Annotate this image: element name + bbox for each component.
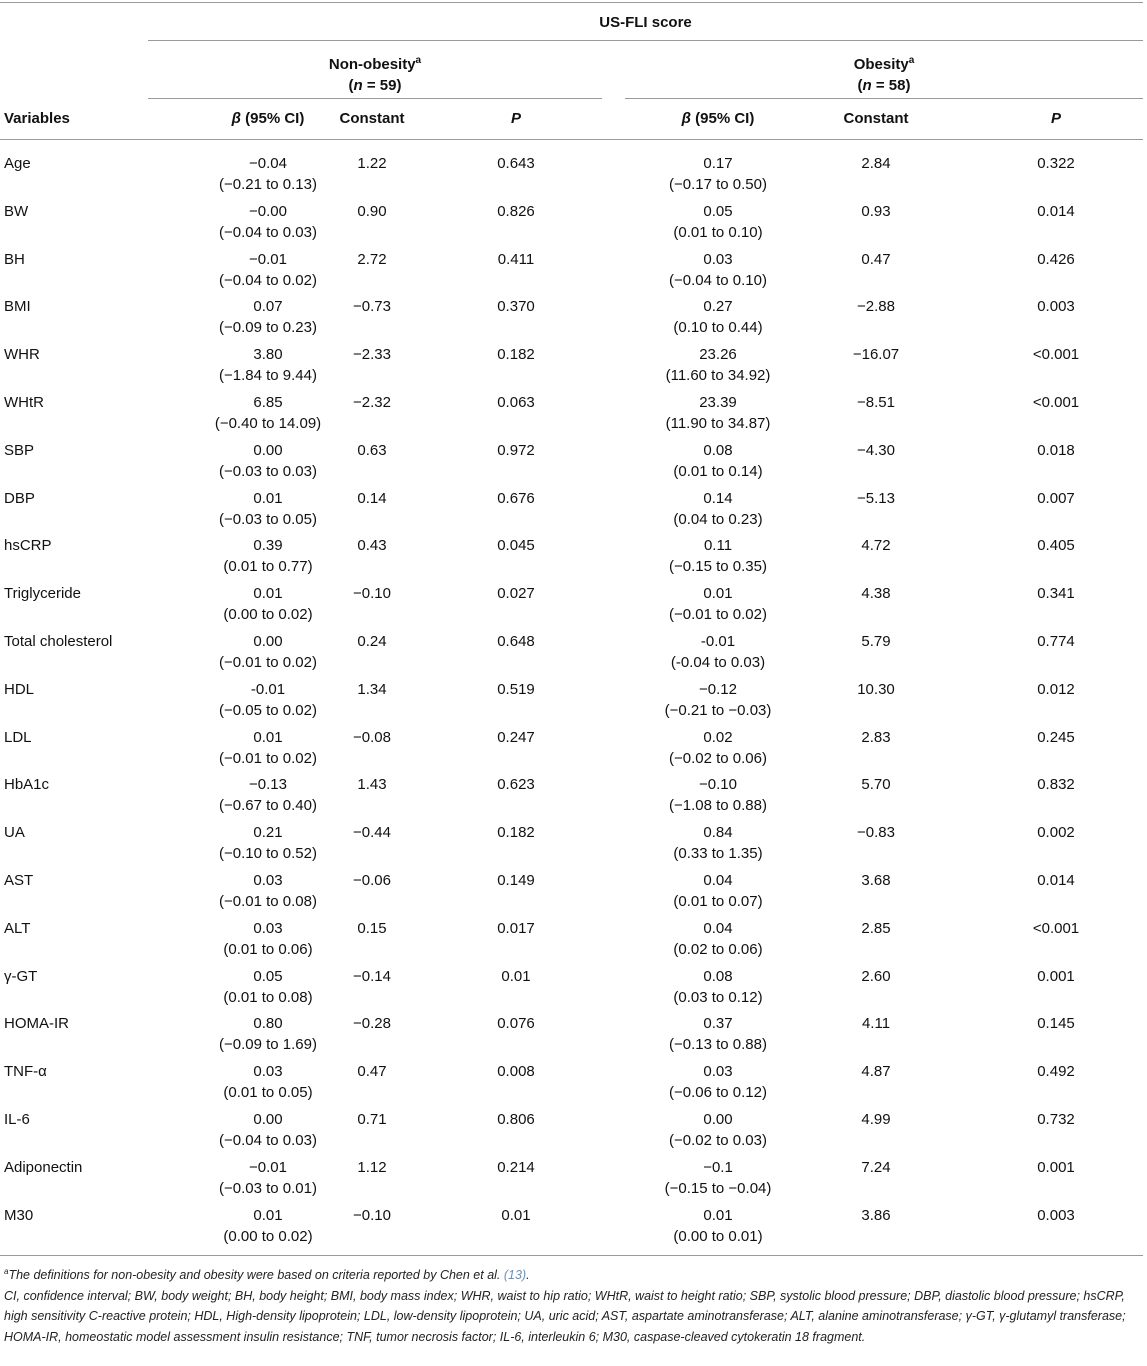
variable-name: Age xyxy=(4,155,31,172)
variable-name: M30 xyxy=(4,1206,34,1224)
beta-ci-label: (95% CI) xyxy=(690,110,755,127)
constant-obesity: 4.72 xyxy=(861,537,891,555)
constant-non-obesity: −0.28 xyxy=(353,1015,391,1033)
constant-non-obesity: 0.24 xyxy=(357,633,387,650)
ci-value: (-0.04 to 0.03) xyxy=(670,654,766,671)
beta-value: 0.27 xyxy=(703,298,733,316)
table-row xyxy=(0,1205,1147,1253)
footnote-abbreviations: CI, confidence interval; BW, body weight; BH, body height; BMI, body mass index; WHR, waist to hip ratio; WHtR, waist to height ratio; SBP, systolic blood pressure; DBP, diastolic blood pressure; hsCRP, high sensitivity C-reactive protein; HDL, High-density lipoprotein; LDL, low-density lipoprotein; UA, uric acid; AST, aspartate aminotransferase; ALT, alanine aminotransferase; γ-GT, γ-glutamyl transferase; HOMA-IR, homeostatic model assessment insulin resistance; TNF, tumor necrosis factor; IL-6, interleukin 6; M30, caspase-cleaved cytokeratin 18 fragment. xyxy=(4,1288,1126,1344)
variable-name: WHR xyxy=(4,346,40,364)
p-value-obesity: 0.001 xyxy=(1037,967,1075,985)
n-value: = 59) xyxy=(362,77,402,94)
ci-value: (−0.67 to 0.40) xyxy=(219,797,317,815)
constant-obesity: 4.38 xyxy=(861,585,891,603)
beta-symbol: β xyxy=(681,110,691,127)
variable-name: ALT xyxy=(4,919,31,937)
p-value-non-obesity: 0.01 xyxy=(501,967,531,985)
ci-value: (0.10 to 0.44) xyxy=(673,319,763,337)
footnote-a xyxy=(4,1262,1144,1286)
beta-value: 0.04 xyxy=(703,872,733,889)
p-value-obesity: <0.001 xyxy=(1032,346,1080,364)
reference-link[interactable]: (13) xyxy=(503,1268,527,1283)
ci-value: (−0.21 to 0.13) xyxy=(219,176,317,193)
beta-value: 0.01 xyxy=(703,1206,733,1224)
ci-value: (0.04 to 0.23) xyxy=(673,510,763,528)
constant-obesity: 2.83 xyxy=(861,728,891,746)
table-row xyxy=(0,1061,1147,1109)
beta-value: −0.1 xyxy=(703,1158,733,1176)
p-value-non-obesity: 0.027 xyxy=(497,585,535,603)
ci-value: (−0.02 to 0.03) xyxy=(669,1132,767,1149)
constant-non-obesity: −0.73 xyxy=(353,298,391,316)
constant-obesity: 3.86 xyxy=(861,1206,891,1224)
variable-name: BW xyxy=(4,202,29,220)
beta-value: −0.04 xyxy=(249,155,287,172)
constant-obesity: 5.70 xyxy=(861,776,891,794)
ci-value: (−0.01 to 0.08) xyxy=(219,893,317,910)
col-header-constant-2: Constant xyxy=(843,110,909,127)
p-value-obesity: 0.832 xyxy=(1037,776,1075,794)
col-header-variables: Variables xyxy=(4,110,70,127)
ci-value: (−0.01 to 0.02) xyxy=(219,654,317,671)
beta-value: −0.10 xyxy=(699,776,737,794)
group-label: Non-obesity xyxy=(328,56,416,73)
beta-value: -0.01 xyxy=(250,680,286,698)
table-row xyxy=(0,870,1147,918)
col-header-beta-2 xyxy=(638,108,798,129)
ci-value: (−0.09 to 1.69) xyxy=(219,1036,317,1054)
ci-value: (0.02 to 0.06) xyxy=(673,940,763,958)
p-value-obesity: <0.001 xyxy=(1032,394,1080,411)
beta-value: −0.01 xyxy=(249,250,287,268)
p-value-non-obesity: 0.648 xyxy=(497,633,535,650)
ci-value: (0.00 to 0.01) xyxy=(673,1227,763,1245)
constant-non-obesity: 0.63 xyxy=(357,441,387,459)
beta-value: 3.80 xyxy=(253,346,283,364)
constant-non-obesity: −0.08 xyxy=(353,728,391,746)
beta-value: 6.85 xyxy=(253,394,283,411)
p-value-obesity: 0.492 xyxy=(1037,1063,1075,1081)
ci-value: (−0.02 to 0.06) xyxy=(669,749,767,767)
group-rule-non-obesity xyxy=(148,98,602,99)
header-bottom-rule xyxy=(0,139,1143,140)
constant-non-obesity: 1.43 xyxy=(357,776,387,794)
p-value-non-obesity: 0.149 xyxy=(497,872,535,889)
beta-value: 0.80 xyxy=(253,1015,283,1033)
p-value-non-obesity: 0.972 xyxy=(497,441,535,459)
p-value-obesity: <0.001 xyxy=(1032,919,1080,937)
variable-name: WHtR xyxy=(4,394,44,411)
table-row xyxy=(0,727,1147,775)
ci-value: (−0.04 to 0.03) xyxy=(219,1132,317,1149)
p-value-non-obesity: 0.519 xyxy=(497,680,535,698)
ci-value: (0.33 to 1.35) xyxy=(673,845,763,863)
p-value-non-obesity: 0.182 xyxy=(497,824,535,842)
constant-non-obesity: 0.14 xyxy=(357,489,387,507)
table-row xyxy=(0,488,1147,536)
constant-obesity: 0.93 xyxy=(861,202,891,220)
ci-value: (−0.04 to 0.03) xyxy=(219,223,317,241)
ci-value: (−0.05 to 0.02) xyxy=(219,701,317,719)
variable-name: SBP xyxy=(4,441,35,459)
beta-value: 0.08 xyxy=(703,441,733,459)
beta-value: 0.08 xyxy=(703,967,733,985)
p-value-non-obesity: 0.826 xyxy=(497,202,535,220)
p-value-obesity: 0.003 xyxy=(1037,1206,1075,1224)
constant-non-obesity: −2.33 xyxy=(353,346,391,364)
constant-obesity: 7.24 xyxy=(861,1158,891,1176)
p-value-obesity: 0.341 xyxy=(1037,585,1075,603)
table-row xyxy=(0,153,1147,201)
ci-value: (0.01 to 0.05) xyxy=(223,1084,313,1102)
variable-name: UA xyxy=(4,824,25,842)
constant-obesity: 5.79 xyxy=(861,633,891,650)
ci-value: (−0.15 to −0.04) xyxy=(664,1179,772,1197)
variable-name: AST xyxy=(4,872,34,889)
variable-name: hsCRP xyxy=(4,537,52,555)
constant-non-obesity: 0.71 xyxy=(357,1111,387,1128)
ci-value: (0.01 to 0.06) xyxy=(223,940,313,958)
table-row xyxy=(0,1109,1147,1157)
p-value-obesity: 0.426 xyxy=(1037,250,1075,268)
p-value-non-obesity: 0.806 xyxy=(497,1111,535,1128)
p-value-obesity: 0.018 xyxy=(1037,441,1075,459)
p-value-obesity: 0.732 xyxy=(1037,1111,1075,1128)
constant-non-obesity: −2.32 xyxy=(353,394,391,411)
table-row xyxy=(0,774,1147,822)
footnote-a-end: . xyxy=(526,1268,530,1283)
ci-value: (−0.15 to 0.35) xyxy=(669,558,767,576)
constant-obesity: 4.99 xyxy=(861,1111,891,1128)
constant-non-obesity: 2.72 xyxy=(357,250,387,268)
beta-value: 0.01 xyxy=(253,489,283,507)
constant-non-obesity: −0.14 xyxy=(353,967,391,985)
constant-obesity: −2.88 xyxy=(857,298,895,316)
constant-non-obesity: 0.47 xyxy=(357,1063,387,1081)
p-value-obesity: 0.014 xyxy=(1037,202,1075,220)
beta-value: −0.00 xyxy=(249,202,287,220)
table-row xyxy=(0,249,1147,297)
ci-value: (0.00 to 0.02) xyxy=(223,1227,313,1245)
p-value-non-obesity: 0.045 xyxy=(497,537,535,555)
constant-non-obesity: −0.10 xyxy=(353,1206,391,1224)
p-value-obesity: 0.145 xyxy=(1037,1015,1075,1033)
variable-name: BH xyxy=(4,250,25,268)
beta-value: 0.00 xyxy=(253,1111,283,1128)
beta-value: 0.03 xyxy=(253,872,283,889)
group-label: Obesity xyxy=(853,56,909,73)
footnote-marker: a xyxy=(4,1267,9,1276)
col-header-p-1: P xyxy=(510,110,521,127)
beta-ci-label: (95% CI) xyxy=(240,110,305,127)
beta-value: 0.03 xyxy=(253,919,283,937)
p-value-non-obesity: 0.370 xyxy=(497,298,535,316)
p-value-non-obesity: 0.411 xyxy=(497,250,535,268)
p-value-obesity: 0.322 xyxy=(1037,155,1075,172)
p-value-non-obesity: 0.182 xyxy=(497,346,535,364)
ci-value: (−0.40 to 14.09) xyxy=(214,415,322,432)
n-label: n xyxy=(862,77,872,94)
ci-value: (−0.04 to 0.02) xyxy=(219,271,317,289)
p-value-non-obesity: 0.247 xyxy=(497,728,535,746)
table-row xyxy=(0,440,1147,488)
constant-non-obesity: 1.34 xyxy=(357,680,387,698)
ci-value: (0.01 to 0.08) xyxy=(223,988,313,1006)
constant-obesity: −8.51 xyxy=(857,394,895,411)
constant-obesity: 2.60 xyxy=(861,967,891,985)
ci-value: (−1.84 to 9.44) xyxy=(219,367,317,385)
beta-value: 0.01 xyxy=(253,1206,283,1224)
beta-value: 0.17 xyxy=(703,155,733,172)
p-value-obesity: 0.007 xyxy=(1037,489,1075,507)
p-value-non-obesity: 0.076 xyxy=(497,1015,535,1033)
table-row xyxy=(0,392,1147,440)
variable-name: TNF-α xyxy=(4,1063,47,1081)
ci-value: (−0.03 to 0.05) xyxy=(219,510,317,528)
p-value-obesity: 0.001 xyxy=(1037,1158,1075,1176)
n-value: = 58) xyxy=(871,77,911,94)
p-value-non-obesity: 0.643 xyxy=(497,155,535,172)
p-value-non-obesity: 0.063 xyxy=(497,394,535,411)
constant-obesity: 4.87 xyxy=(861,1063,891,1081)
beta-value: 0.01 xyxy=(253,585,283,603)
variable-name: BMI xyxy=(4,298,31,316)
beta-symbol: β xyxy=(231,110,241,127)
constant-obesity: −4.30 xyxy=(857,441,895,459)
table-row xyxy=(0,1157,1147,1205)
variable-name: Total cholesterol xyxy=(4,633,113,650)
group-header-non-obesity: Non-obesity$^a$ (n = 59) xyxy=(328,55,422,94)
table-row xyxy=(0,583,1147,631)
beta-value: 0.00 xyxy=(703,1111,733,1128)
beta-value: 0.14 xyxy=(703,489,733,507)
ci-value: (−0.10 to 0.52) xyxy=(219,845,317,863)
constant-non-obesity: 0.15 xyxy=(357,919,387,937)
ci-value: (−0.21 to −0.03) xyxy=(664,701,772,719)
beta-value: 0.05 xyxy=(703,202,733,220)
variable-name: Adiponectin xyxy=(4,1158,83,1176)
p-value-non-obesity: 0.623 xyxy=(497,776,535,794)
ci-value: (−0.03 to 0.01) xyxy=(219,1179,317,1197)
beta-value: 0.02 xyxy=(703,728,733,746)
constant-obesity: −0.83 xyxy=(857,824,895,842)
beta-value: 0.11 xyxy=(703,537,733,555)
ci-value: (−0.04 to 0.10) xyxy=(669,271,767,289)
ci-value: (−0.01 to 0.02) xyxy=(219,749,317,767)
col-header-p-2: P xyxy=(1050,110,1061,127)
variable-name: HDL xyxy=(4,680,35,698)
ci-value: (−0.06 to 0.12) xyxy=(669,1084,767,1102)
p-value-obesity: 0.003 xyxy=(1037,298,1075,316)
ci-value: (0.01 to 0.14) xyxy=(673,462,763,480)
p-value-obesity: 0.245 xyxy=(1037,728,1075,746)
p-value-non-obesity: 0.01 xyxy=(501,1206,531,1224)
constant-obesity: 2.84 xyxy=(861,155,891,172)
spanning-header-rule xyxy=(148,40,1143,41)
table-row xyxy=(0,296,1147,344)
beta-value: −0.12 xyxy=(699,680,737,698)
ci-value: (−0.03 to 0.03) xyxy=(219,462,317,480)
constant-obesity: 10.30 xyxy=(857,680,895,698)
ci-value: (−0.01 to 0.02) xyxy=(669,606,767,624)
constant-non-obesity: 0.90 xyxy=(357,202,387,220)
beta-value: 0.03 xyxy=(703,250,733,268)
table-row xyxy=(0,966,1147,1014)
constant-obesity: 4.11 xyxy=(861,1015,891,1033)
beta-value: −0.13 xyxy=(249,776,287,794)
variable-name: DBP xyxy=(4,489,35,507)
p-value-obesity: 0.774 xyxy=(1037,633,1075,650)
constant-non-obesity: −0.06 xyxy=(353,872,391,889)
ci-value: (0.01 to 0.77) xyxy=(223,558,313,576)
table-row xyxy=(0,679,1147,727)
p-value-non-obesity: 0.214 xyxy=(497,1158,535,1176)
p-value-non-obesity: 0.676 xyxy=(497,489,535,507)
footnote-marker: a xyxy=(908,55,915,66)
beta-value: 0.21 xyxy=(253,824,283,842)
p-value-obesity: 0.012 xyxy=(1037,680,1075,698)
variable-name: Triglyceride xyxy=(4,585,81,603)
spanning-header: US-FLI score xyxy=(599,14,692,31)
beta-value: 0.04 xyxy=(703,919,733,937)
ci-value: (−0.13 to 0.88) xyxy=(669,1036,767,1054)
constant-non-obesity: −0.44 xyxy=(353,824,391,842)
p-value-non-obesity: 0.017 xyxy=(497,919,535,937)
ci-value: (0.01 to 0.07) xyxy=(673,893,763,910)
constant-obesity: −16.07 xyxy=(852,346,900,364)
ci-value: (0.00 to 0.02) xyxy=(223,606,313,624)
table-row xyxy=(0,344,1147,392)
beta-value: −0.01 xyxy=(249,1158,287,1176)
beta-value: 23.26 xyxy=(699,346,737,364)
beta-value: 0.03 xyxy=(253,1063,283,1081)
constant-non-obesity: −0.10 xyxy=(353,585,391,603)
ci-value: (0.01 to 0.10) xyxy=(673,223,763,241)
beta-value: 0.39 xyxy=(253,537,283,555)
constant-obesity: −5.13 xyxy=(857,489,895,507)
ci-value: (11.90 to 34.87) xyxy=(665,415,771,432)
table-bottom-rule xyxy=(0,1255,1143,1256)
constant-obesity: 0.47 xyxy=(861,250,891,268)
ci-value: (−0.17 to 0.50) xyxy=(669,176,767,193)
constant-obesity: 2.85 xyxy=(861,919,891,937)
beta-value: 0.37 xyxy=(703,1015,733,1033)
col-header-constant-1: Constant xyxy=(339,110,405,127)
table-row xyxy=(0,201,1147,249)
ci-value: (0.03 to 0.12) xyxy=(673,988,763,1006)
group-rule-obesity xyxy=(625,98,1143,99)
beta-value: 0.01 xyxy=(703,585,733,603)
ci-value: (−0.09 to 0.23) xyxy=(219,319,317,337)
table-row xyxy=(0,1013,1147,1061)
beta-value: 0.00 xyxy=(253,633,283,650)
p-value-obesity: 0.002 xyxy=(1037,824,1075,842)
variable-name: γ-GT xyxy=(4,967,38,985)
beta-value: 0.03 xyxy=(703,1063,733,1081)
beta-value: 0.00 xyxy=(253,441,283,459)
constant-non-obesity: 1.22 xyxy=(357,155,387,172)
table-row xyxy=(0,535,1147,583)
constant-non-obesity: 0.43 xyxy=(357,537,387,555)
footnote-marker: a xyxy=(415,55,422,66)
beta-value: 0.84 xyxy=(703,824,733,842)
ci-value: (−1.08 to 0.88) xyxy=(669,797,767,815)
constant-non-obesity: 1.12 xyxy=(357,1158,387,1176)
beta-value: 0.05 xyxy=(253,967,283,985)
table-row xyxy=(0,918,1147,966)
variable-name: LDL xyxy=(4,728,32,746)
p-value-non-obesity: 0.008 xyxy=(497,1063,535,1081)
beta-value: 0.07 xyxy=(253,298,283,316)
p-value-obesity: 0.405 xyxy=(1037,537,1075,555)
variable-name: IL-6 xyxy=(4,1111,30,1128)
beta-value: -0.01 xyxy=(700,633,736,650)
beta-value: 0.01 xyxy=(253,728,283,746)
table-top-rule xyxy=(0,2,1143,3)
footnote-a-text: The definitions for non-obesity and obesity were based on criteria reported by Chen et al. xyxy=(8,1268,504,1283)
table-row xyxy=(0,631,1147,679)
table-row xyxy=(0,822,1147,870)
beta-value: 23.39 xyxy=(699,394,737,411)
constant-obesity: 3.68 xyxy=(861,872,891,889)
n-label: n xyxy=(353,77,363,94)
table-footnotes xyxy=(4,1262,1144,1347)
p-value-obesity: 0.014 xyxy=(1037,872,1075,889)
ci-value: (11.60 to 34.92) xyxy=(665,367,771,385)
variable-name: HOMA-IR xyxy=(4,1015,69,1033)
group-header-obesity: Obesity$^a$ (n = 58) xyxy=(853,55,915,94)
variable-name: HbA1c xyxy=(4,776,50,794)
